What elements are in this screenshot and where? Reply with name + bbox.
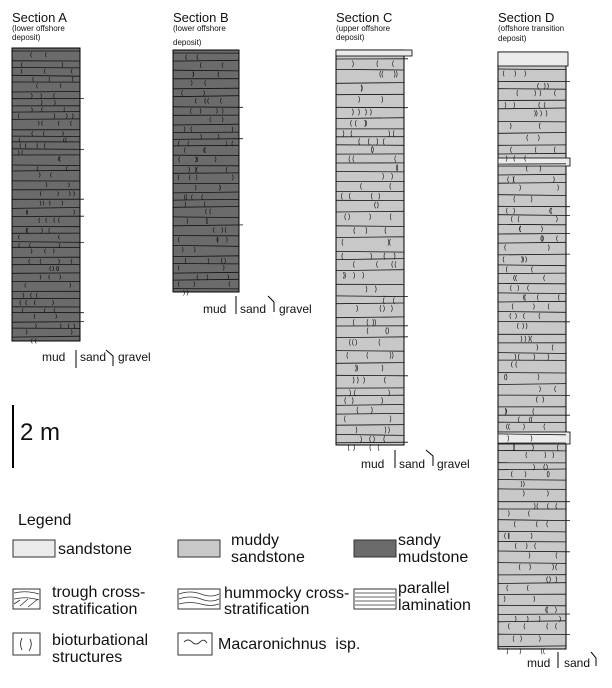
section-b-column [173, 50, 274, 314]
section-d-lamina [498, 89, 566, 90]
section-a-label-gravel: gravel [118, 350, 151, 364]
section-a-lamina [12, 119, 80, 120]
section-c-subtitle-line1: (upper offshore [336, 24, 391, 33]
section-c-top-sandstone-bed [336, 50, 412, 56]
swatch-bioturbational-structures [13, 633, 40, 655]
section-c-lamina [336, 375, 408, 376]
legend-label-bioturbational-2: structures [52, 649, 123, 666]
section-a-lamina [12, 92, 80, 93]
swatch-trough-cross-stratification [13, 589, 40, 609]
legend-label-hummocky-2: stratification [224, 601, 310, 618]
section-b-label-gravel: gravel [279, 302, 312, 316]
section-b-label-sand: sand [240, 302, 267, 316]
legend-title: Legend [18, 512, 72, 529]
section-a-lamina [12, 165, 80, 166]
section-c-label-mud: mud [361, 457, 385, 471]
section-d-column [498, 52, 596, 668]
section-d-sandstone-bed-1 [498, 52, 568, 66]
section-a-label-sand: sand [80, 350, 107, 364]
section-d-lamina [498, 273, 566, 274]
section-a-title: Section A [12, 10, 67, 25]
section-a-subtitle-line2: deposit) [12, 33, 41, 42]
section-d-label-mud: mud [527, 656, 551, 670]
legend-label-bioturbational-1: bioturbational [52, 632, 149, 649]
swatch-parallel-lamination [354, 589, 396, 609]
section-b-subtitle-line1: (lower offshore [173, 24, 226, 33]
swatch-hummocky-cross-stratification [178, 589, 220, 609]
section-c-label-sand: sand [399, 457, 426, 471]
swatch-sandstone [13, 540, 55, 557]
section-d-lamina [498, 121, 566, 122]
legend-label-muddy-sandstone-2: sandstone [231, 549, 305, 566]
legend-label-trough-2: stratification [52, 601, 138, 618]
legend-label-macaronichnus: Macaronichnus isp. [218, 636, 361, 653]
section-b-lamina [173, 107, 243, 108]
section-d-lamina [498, 234, 570, 235]
legend-label-sandy-mudstone-1: sandy [398, 532, 441, 549]
legend-label-muddy-sandstone-1: muddy [231, 532, 280, 549]
legend-label-parallel-1: parallel [398, 580, 450, 597]
swatch-macaronichnus [178, 633, 212, 655]
section-d-sandstone-bed-2 [498, 158, 570, 166]
section-c-column [336, 50, 433, 468]
legend-label-sandstone: sandstone [58, 541, 132, 558]
section-d-subtitle-line2: deposit) [498, 34, 527, 43]
legend-label-sandy-mudstone-2: mudstone [398, 549, 469, 566]
section-a-subtitle-line1: (lower offshore [12, 24, 65, 33]
section-d-lamina [498, 489, 566, 490]
section-b-label-mud: mud [203, 302, 227, 316]
section-a-label-mud: mud [42, 350, 66, 364]
section-c-lithology-fill [336, 50, 404, 445]
section-c-subtitle-line2: deposit) [336, 33, 365, 42]
section-d-title: Section D [498, 10, 555, 25]
section-c-title: Section C [336, 10, 393, 25]
scale-label: 2 m [20, 419, 61, 446]
section-d-lamina [498, 605, 566, 606]
legend-label-trough-1: trough cross- [52, 584, 146, 601]
section-d-subtitle-line1: (offshore transition [498, 24, 565, 33]
section-b-lamina [173, 132, 239, 133]
section-c-lamina [336, 145, 404, 146]
section-b-subtitle-line2: deposit) [173, 38, 202, 47]
section-d-label-sand: sand [564, 656, 591, 670]
section-a-lamina [12, 112, 80, 113]
legend-label-parallel-2: lamination [398, 597, 471, 614]
section-d-lithology-fill [498, 52, 566, 649]
section-a-column [12, 48, 113, 368]
swatch-muddy-sandstone [178, 540, 220, 557]
section-b-title: Section B [173, 10, 229, 25]
section-c-label-gravel: gravel [437, 457, 470, 471]
swatch-sandy-mudstone [354, 540, 396, 557]
legend-label-hummocky-1: hummocky cross- [224, 585, 350, 602]
